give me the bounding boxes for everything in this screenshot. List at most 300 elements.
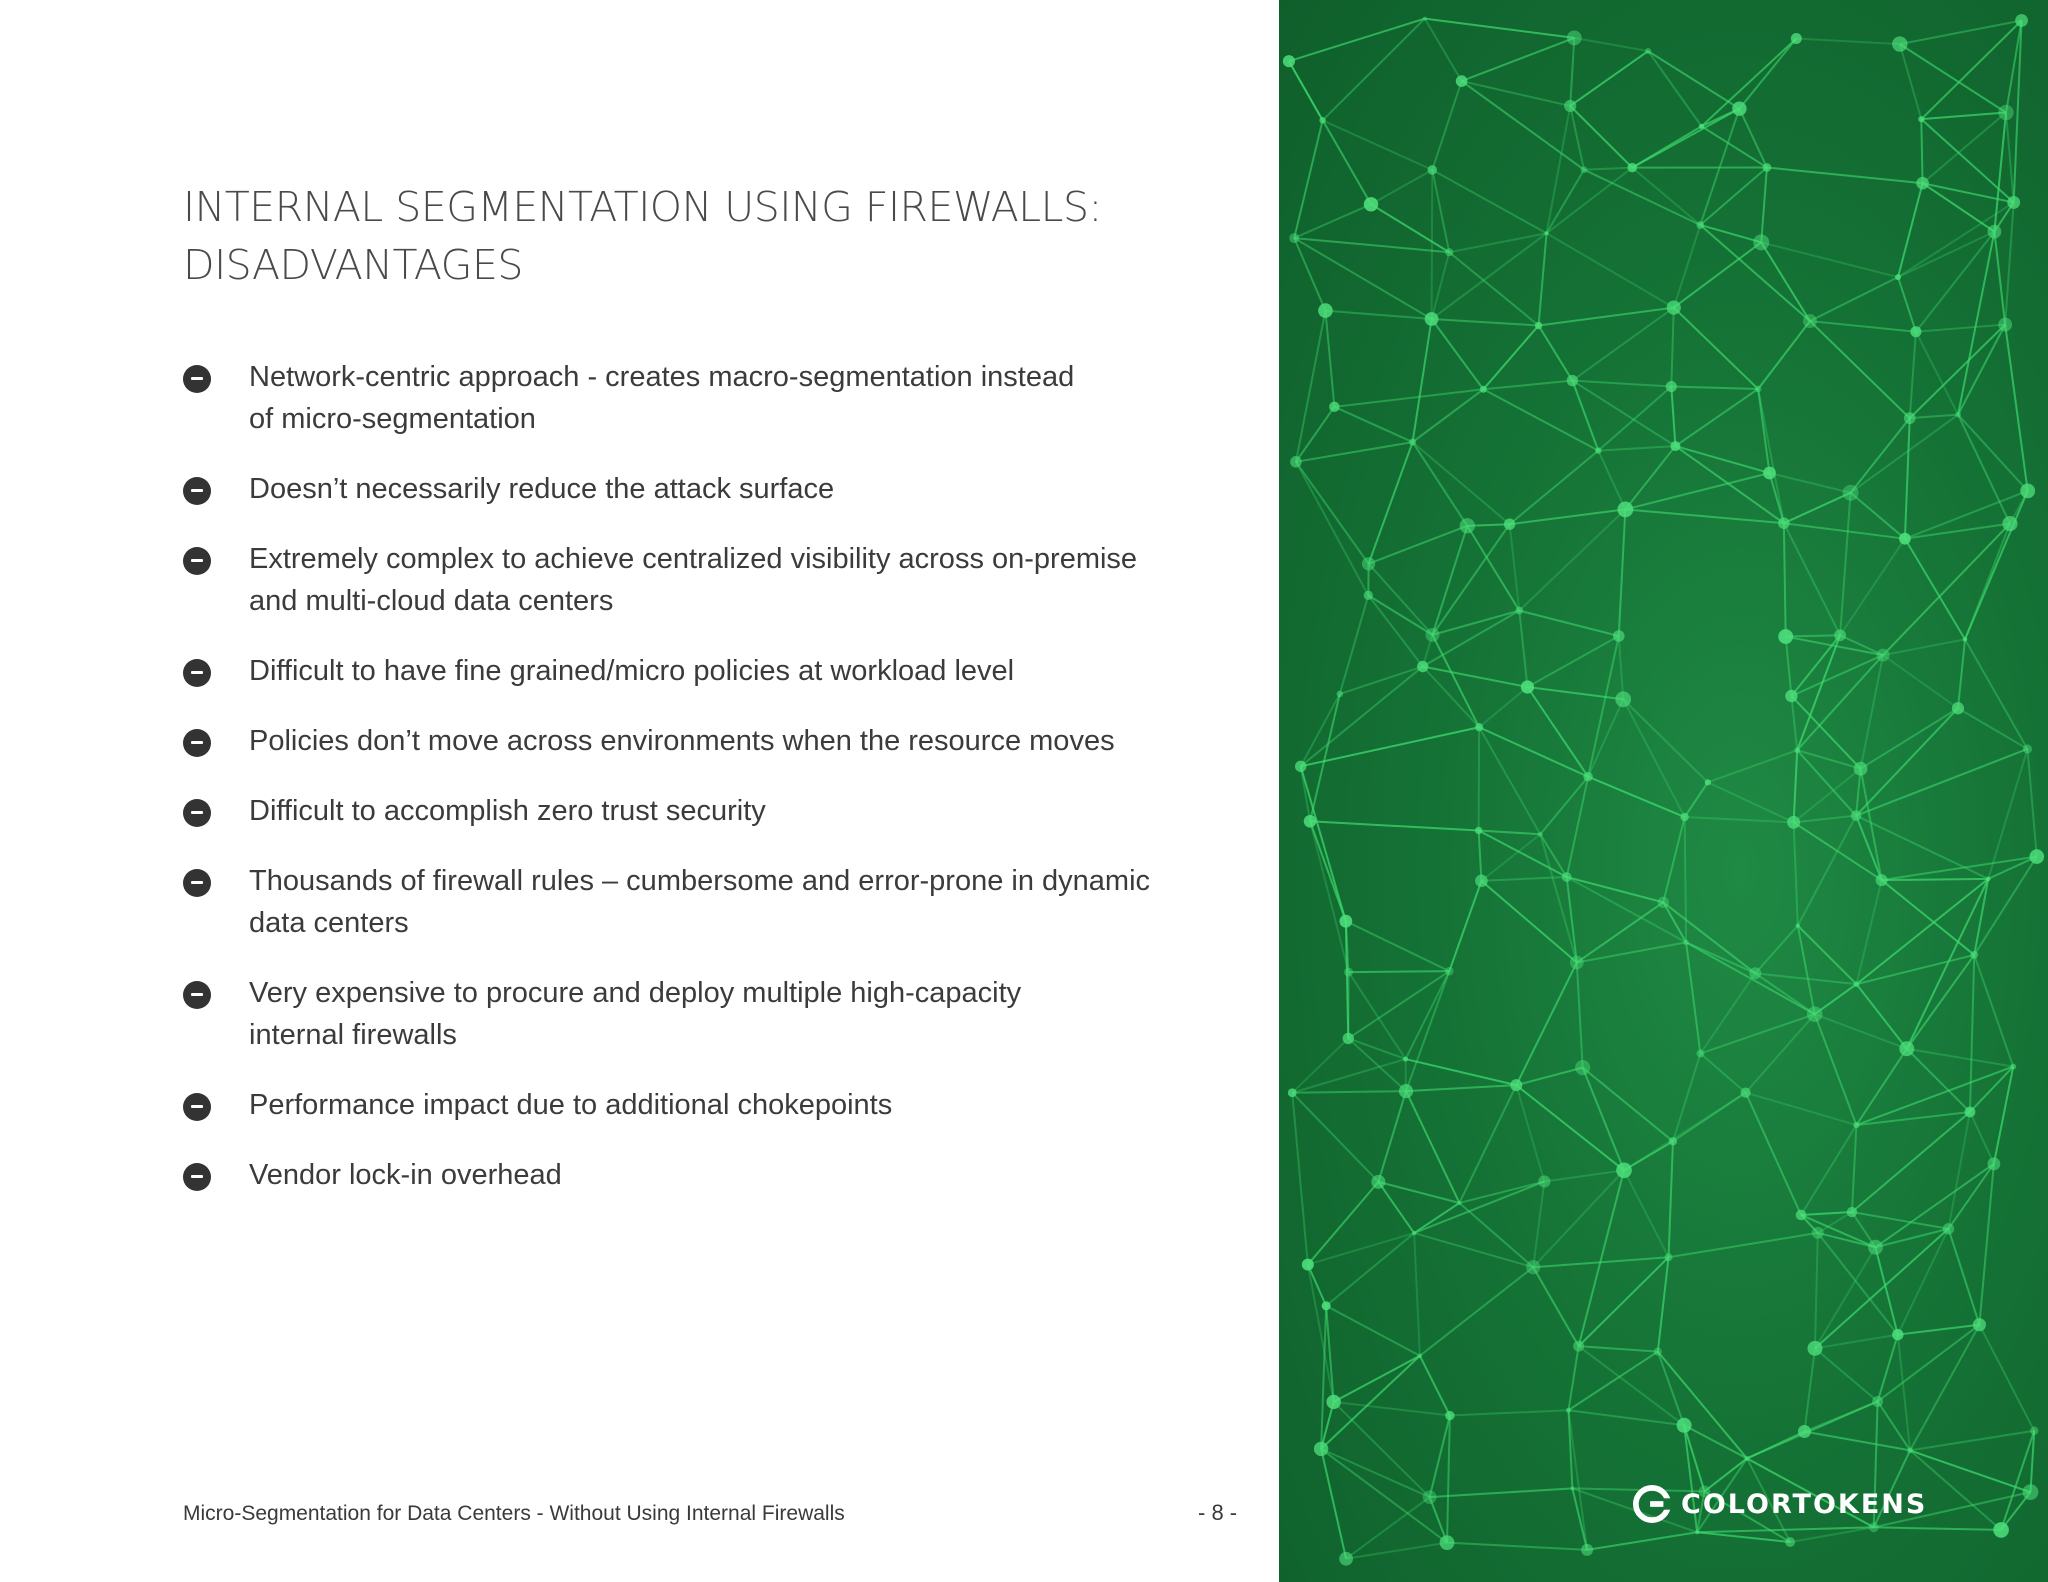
network-link xyxy=(1623,699,1684,817)
network-node xyxy=(1445,248,1453,256)
network-link xyxy=(1301,667,1423,767)
network-node xyxy=(1753,234,1769,250)
network-link xyxy=(1958,415,2028,491)
network-node xyxy=(2023,1484,2039,1500)
network-link xyxy=(1577,942,1686,962)
minus-circle-icon xyxy=(183,799,211,827)
network-link xyxy=(1791,635,1840,696)
network-node xyxy=(1362,557,1375,570)
network-link xyxy=(1323,120,1433,170)
network-link xyxy=(1883,655,1958,708)
network-link xyxy=(1406,1085,1516,1091)
network-node xyxy=(1952,702,1964,714)
network-node xyxy=(1329,402,1339,412)
network-link xyxy=(1368,595,1422,666)
network-graphic xyxy=(1279,0,2048,1582)
network-link xyxy=(1791,655,1883,696)
network-link xyxy=(1810,321,1910,418)
network-node xyxy=(1423,1490,1437,1504)
network-link xyxy=(1340,595,1369,694)
network-link xyxy=(1625,446,1675,509)
network-link xyxy=(1584,170,1700,225)
network-link xyxy=(1432,319,1539,325)
network-node xyxy=(1290,456,1302,468)
network-link xyxy=(1420,1267,1533,1356)
network-link xyxy=(1669,1233,1818,1257)
network-link xyxy=(1479,687,1527,727)
network-link xyxy=(1796,39,1900,45)
network-node xyxy=(1741,1088,1751,1098)
network-node xyxy=(1895,274,1901,280)
network-link xyxy=(1533,1267,1578,1346)
network-link xyxy=(1761,167,1767,242)
network-node xyxy=(1339,915,1352,928)
network-link xyxy=(1747,1401,1878,1458)
page-number: - 8 - xyxy=(1198,1500,1238,1525)
network-node xyxy=(1418,1353,1423,1358)
network-link xyxy=(1739,39,1796,109)
network-link xyxy=(1882,880,1975,955)
network-link xyxy=(1648,51,1701,126)
network-node xyxy=(1364,197,1378,211)
network-node xyxy=(1796,1210,1807,1221)
network-link xyxy=(1663,817,1684,902)
minus-circle-icon xyxy=(183,477,211,505)
network-node xyxy=(1916,177,1929,190)
network-node xyxy=(1283,55,1295,67)
network-node xyxy=(1853,1122,1859,1128)
network-link xyxy=(1378,1091,1406,1182)
network-link xyxy=(1349,971,1450,972)
network-node xyxy=(1785,1537,1795,1547)
network-node xyxy=(1343,1033,1354,1044)
network-link xyxy=(1852,1112,1970,1212)
network-link xyxy=(1539,325,1573,380)
network-link xyxy=(1547,233,1674,307)
network-node xyxy=(1288,1088,1297,1097)
network-link xyxy=(1544,1170,1624,1181)
network-link xyxy=(1569,1352,1658,1411)
network-node xyxy=(1475,875,1488,888)
network-link xyxy=(1334,1356,1420,1402)
network-node xyxy=(1545,231,1549,235)
network-node xyxy=(1538,1175,1550,1187)
network-node xyxy=(1798,1425,1811,1438)
network-link xyxy=(2006,113,2014,203)
network-node xyxy=(1998,105,2013,120)
network-link xyxy=(1671,308,1673,387)
network-node xyxy=(1705,779,1711,785)
network-link xyxy=(1786,635,1840,636)
network-link xyxy=(1905,418,1910,539)
network-link xyxy=(1598,446,1675,451)
list-item xyxy=(183,790,1243,832)
network-link xyxy=(1574,38,1648,51)
network-link xyxy=(1910,1450,2030,1492)
network-link xyxy=(1856,1049,1906,1125)
network-link xyxy=(1569,1346,1579,1410)
network-link xyxy=(1340,667,1423,694)
network-link xyxy=(1619,509,1626,636)
network-node xyxy=(1807,1006,1823,1022)
colortokens-logo-icon xyxy=(1633,1485,1671,1523)
network-node xyxy=(1812,1227,1824,1239)
network-node xyxy=(1763,467,1776,480)
network-node xyxy=(1364,591,1373,600)
network-link xyxy=(1294,238,1449,252)
network-node xyxy=(1899,533,1911,545)
network-link xyxy=(1516,1068,1582,1086)
network-link xyxy=(1326,1233,1414,1306)
network-link xyxy=(1369,442,1413,564)
network-link xyxy=(1815,1014,1857,1125)
network-link xyxy=(1450,1410,1569,1415)
network-node xyxy=(1654,1348,1662,1356)
network-link xyxy=(1459,1085,1516,1203)
network-link xyxy=(1294,238,1431,319)
network-link xyxy=(1658,1257,1669,1351)
network-link xyxy=(1840,635,1883,655)
network-node xyxy=(1763,163,1772,172)
network-node xyxy=(1399,1084,1413,1098)
network-link xyxy=(1815,1247,1875,1348)
network-link xyxy=(1296,462,1368,596)
network-link xyxy=(1584,168,1632,170)
network-node xyxy=(1851,810,1862,821)
page-title: INTERNAL SEGMENTATION USING FIREWALLS: DISADVANTAGES xyxy=(183,183,1102,289)
network-node xyxy=(1480,386,1487,393)
list-item-text: Difficult to accomplish zero trust security xyxy=(249,795,766,827)
network-link xyxy=(1856,749,2027,816)
network-link xyxy=(1296,442,1413,462)
network-link xyxy=(1579,1170,1624,1346)
network-link xyxy=(1801,1212,1852,1215)
network-node xyxy=(1475,723,1483,731)
network-node xyxy=(1567,375,1578,386)
network-link xyxy=(1671,387,1758,389)
network-link xyxy=(1761,242,1898,277)
network-link xyxy=(1406,971,1450,1059)
network-link xyxy=(1516,963,1577,1086)
network-node xyxy=(1670,441,1680,451)
network-node xyxy=(1699,124,1704,129)
network-node xyxy=(1970,951,1978,959)
network-node xyxy=(1807,1341,1822,1356)
network-node xyxy=(1868,1240,1883,1255)
network-link xyxy=(1527,687,1623,699)
network-node xyxy=(1899,1041,1914,1056)
network-node xyxy=(1695,1530,1699,1534)
network-node xyxy=(1918,116,1924,122)
network-node xyxy=(1696,221,1704,229)
network-node xyxy=(1295,761,1306,772)
network-link xyxy=(1371,204,1449,252)
network-link xyxy=(1648,51,1739,109)
network-link xyxy=(1432,81,1461,170)
network-node xyxy=(1521,680,1534,693)
network-node xyxy=(1289,233,1299,243)
list-item-text: Extremely complex to achieve centralized visibility across on-premise and multi-cloud data centers xyxy=(249,543,1138,617)
network-link xyxy=(1702,39,1797,127)
network-link xyxy=(1758,321,1810,389)
network-link xyxy=(1624,1170,1669,1257)
network-node xyxy=(1892,36,1907,51)
network-link xyxy=(1746,1093,1801,1215)
network-node xyxy=(1778,517,1790,529)
network-link xyxy=(1447,1416,1450,1543)
minus-circle-icon xyxy=(183,547,211,575)
network-node xyxy=(2007,196,2020,209)
network-node xyxy=(1834,629,1846,641)
network-link xyxy=(1905,524,2010,539)
network-link xyxy=(1579,1257,1669,1346)
network-link xyxy=(1588,777,1685,817)
network-link xyxy=(1348,971,1449,1038)
network-link xyxy=(1577,902,1663,962)
network-node xyxy=(2029,849,2044,864)
minus-circle-icon xyxy=(183,729,211,757)
network-link xyxy=(1413,442,1468,526)
minus-circle-icon xyxy=(183,1093,211,1121)
network-link xyxy=(1767,167,1923,183)
network-link xyxy=(1483,325,1538,389)
network-node xyxy=(1755,386,1762,393)
list-item-text: Thousands of firewall rules – cumbersome and error-prone in dynamic data centers xyxy=(249,865,1151,939)
network-link xyxy=(1784,523,1786,636)
network-link xyxy=(1685,817,1686,942)
network-link xyxy=(1326,1306,1420,1356)
network-link xyxy=(1413,442,1510,524)
network-link xyxy=(1784,493,1851,523)
network-link xyxy=(1567,777,1588,877)
network-link xyxy=(1898,1229,1949,1335)
network-link xyxy=(1798,816,1856,926)
network-link xyxy=(1294,238,1325,311)
network-link xyxy=(1369,564,1433,635)
network-node xyxy=(1613,630,1625,642)
network-link xyxy=(1369,526,1468,564)
network-node xyxy=(1794,747,1800,753)
network-node xyxy=(1843,485,1859,501)
network-link xyxy=(1292,1093,1378,1182)
network-link xyxy=(1794,769,1861,823)
network-node xyxy=(1993,1522,2009,1538)
network-node xyxy=(1583,772,1592,781)
network-link xyxy=(1669,1141,1673,1257)
network-node xyxy=(1457,1201,1461,1205)
network-link xyxy=(1910,325,2005,419)
network-node xyxy=(1749,967,1761,979)
network-link xyxy=(2001,1431,2034,1530)
network-link xyxy=(1921,119,2013,202)
network-link xyxy=(1588,636,1619,777)
network-link xyxy=(1700,1054,1745,1093)
network-node xyxy=(1515,607,1523,615)
network-link xyxy=(1294,120,1322,238)
network-link xyxy=(1292,1093,1308,1265)
network-link xyxy=(2027,749,2036,857)
network-node xyxy=(1796,923,1800,927)
network-link xyxy=(1708,750,1797,782)
network-link xyxy=(1406,1059,1517,1085)
network-link xyxy=(1414,1181,1544,1233)
list-item xyxy=(183,1154,1243,1196)
network-link xyxy=(1755,926,1798,974)
network-node xyxy=(2020,483,2035,498)
network-link xyxy=(1301,766,1346,921)
network-link xyxy=(1797,635,1840,750)
network-link xyxy=(1804,1348,1815,1431)
list-item-text: Policies don’t move across environments when the resource moves xyxy=(249,725,1115,757)
network-link xyxy=(1598,451,1625,510)
network-node xyxy=(1680,813,1688,821)
network-link xyxy=(1296,462,1369,564)
network-link xyxy=(1510,451,1599,525)
minus-circle-icon xyxy=(183,869,211,897)
list-item xyxy=(183,1084,1243,1126)
network-node xyxy=(1963,637,1967,641)
network-link xyxy=(1910,415,1958,419)
network-link xyxy=(1804,1432,1910,1451)
network-link xyxy=(1979,1164,1993,1325)
network-link xyxy=(1970,1112,1994,1164)
list-item-text: Network-centric approach - creates macro-segmentation instead of micro-segmentation xyxy=(249,361,1075,435)
network-link xyxy=(1958,232,1994,415)
network-node xyxy=(1986,877,1991,882)
network-link xyxy=(1425,19,1462,82)
network-link xyxy=(1588,699,1623,776)
network-link xyxy=(1874,1527,2001,1530)
network-node xyxy=(1907,1447,1913,1453)
network-link xyxy=(1572,381,1671,387)
network-link xyxy=(1907,879,1988,1049)
network-link xyxy=(1346,1497,1430,1559)
network-link xyxy=(1519,611,1527,687)
network-node xyxy=(1564,100,1576,112)
network-node xyxy=(1666,381,1677,392)
network-link xyxy=(1308,1233,1414,1264)
minus-circle-icon xyxy=(183,1163,211,1191)
network-link xyxy=(1815,1233,1818,1348)
network-link xyxy=(1570,38,1574,106)
network-node xyxy=(1504,519,1515,530)
network-node xyxy=(1425,312,1439,326)
network-link xyxy=(1761,242,1810,321)
network-link xyxy=(1310,821,1346,921)
network-link xyxy=(1794,816,1856,823)
network-link xyxy=(1413,319,1432,442)
network-link xyxy=(1948,1112,1970,1229)
network-node xyxy=(1904,412,1916,424)
minus-circle-icon xyxy=(183,365,211,393)
network-link xyxy=(1414,1233,1533,1267)
disadvantages-list xyxy=(183,356,1243,1224)
network-node xyxy=(1423,17,1427,21)
network-link xyxy=(1334,1402,1430,1497)
network-node xyxy=(1787,816,1800,829)
network-link xyxy=(1425,19,1574,38)
network-link xyxy=(1598,387,1671,451)
list-item xyxy=(183,972,1243,1056)
network-node xyxy=(1567,31,1582,46)
network-node xyxy=(1427,165,1437,175)
network-link xyxy=(1577,963,1583,1068)
list-item-text: Vendor lock-in overhead xyxy=(249,1159,562,1191)
network-node xyxy=(1665,1253,1673,1261)
network-link xyxy=(1685,817,1794,822)
network-link xyxy=(1948,1229,1979,1325)
network-link xyxy=(1432,524,1509,635)
network-node xyxy=(1669,1137,1677,1145)
network-node xyxy=(2030,1427,2038,1435)
network-node xyxy=(1785,690,1797,702)
network-link xyxy=(1432,170,1546,233)
network-link xyxy=(1449,233,1546,252)
network-link xyxy=(1483,389,1598,450)
list-item-text: Doesn’t necessarily reduce the attack surface xyxy=(249,473,835,505)
network-link xyxy=(1758,389,1784,523)
network-link xyxy=(1432,170,1449,252)
network-node xyxy=(1854,762,1868,776)
network-link xyxy=(1979,1325,2034,1431)
network-link xyxy=(1958,639,1965,708)
network-link xyxy=(1301,694,1340,766)
network-node xyxy=(1445,967,1454,976)
list-item xyxy=(183,356,1243,440)
network-node xyxy=(2010,1064,2016,1070)
network-link xyxy=(1519,509,1625,610)
minus-circle-icon xyxy=(183,659,211,687)
network-link xyxy=(1797,750,1856,815)
network-node xyxy=(2023,744,2032,753)
network-node xyxy=(1616,1163,1632,1179)
network-link xyxy=(1675,389,1758,446)
network-link xyxy=(1323,120,1371,204)
network-node xyxy=(1318,303,1333,318)
network-link xyxy=(1791,696,1797,750)
network-link xyxy=(1368,595,1432,635)
network-node xyxy=(1371,1175,1385,1189)
network-link xyxy=(1685,782,1708,817)
network-link xyxy=(1970,1067,2013,1112)
network-node xyxy=(1538,832,1543,837)
network-link xyxy=(1675,446,1769,473)
network-link xyxy=(1632,168,1700,225)
network-link xyxy=(1882,879,1989,880)
network-link xyxy=(1516,1085,1544,1181)
network-link xyxy=(1325,311,1431,319)
network-link xyxy=(1519,611,1618,636)
network-link xyxy=(1965,639,2027,749)
network-node xyxy=(1998,318,2012,332)
network-link xyxy=(1840,539,1905,636)
network-node xyxy=(1566,1408,1571,1413)
network-node xyxy=(1965,1107,1976,1118)
network-link xyxy=(1674,242,1761,307)
network-node xyxy=(1877,649,1890,662)
network-node xyxy=(1575,1060,1590,1075)
list-item xyxy=(183,468,1243,510)
network-link xyxy=(1794,822,1798,925)
network-link xyxy=(1916,332,1958,415)
network-link xyxy=(1579,1346,1658,1351)
minus-circle-icon xyxy=(183,981,211,1009)
network-link xyxy=(1898,232,1994,278)
network-link xyxy=(1970,955,1974,1112)
network-link xyxy=(1462,38,1575,81)
network-node xyxy=(1645,48,1651,54)
network-node xyxy=(1854,981,1860,987)
